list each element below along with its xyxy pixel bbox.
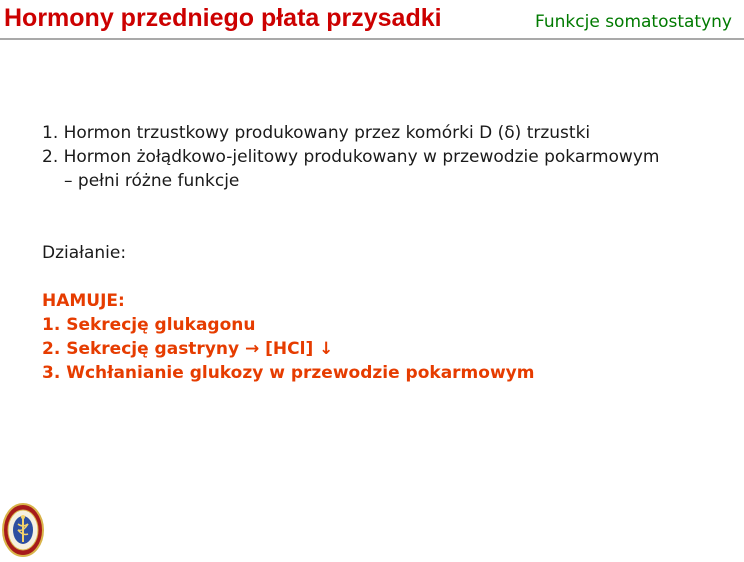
slide-title: Hormony przedniego płata przysadki bbox=[4, 4, 442, 32]
slide-header bbox=[0, 0, 744, 40]
inhibits-heading: HAMUJE: bbox=[42, 291, 125, 311]
intro-item-2: 2. Hormon żołądkowo-jelitowy produkowany w przewodzie pokarmowym bbox=[42, 147, 660, 167]
slide-subtitle: Funkcje somatostatyny bbox=[535, 12, 732, 32]
intro-item-2-continuation: – pełni różne funkcje bbox=[64, 171, 240, 191]
university-seal-icon bbox=[1, 500, 45, 558]
header-divider bbox=[0, 38, 744, 40]
inhibits-item-1: 1. Sekrecję glukagonu bbox=[42, 315, 256, 335]
action-label: Działanie: bbox=[42, 243, 127, 263]
inhibits-item-2: 2. Sekrecję gastryny → [HCl] ↓ bbox=[42, 339, 334, 359]
inhibits-item-3: 3. Wchłanianie glukozy w przewodzie pokarmowym bbox=[42, 363, 535, 383]
slide-content bbox=[42, 121, 732, 385]
intro-item-1: 1. Hormon trzustkowy produkowany przez komórki D (δ) trzustki bbox=[42, 123, 591, 143]
